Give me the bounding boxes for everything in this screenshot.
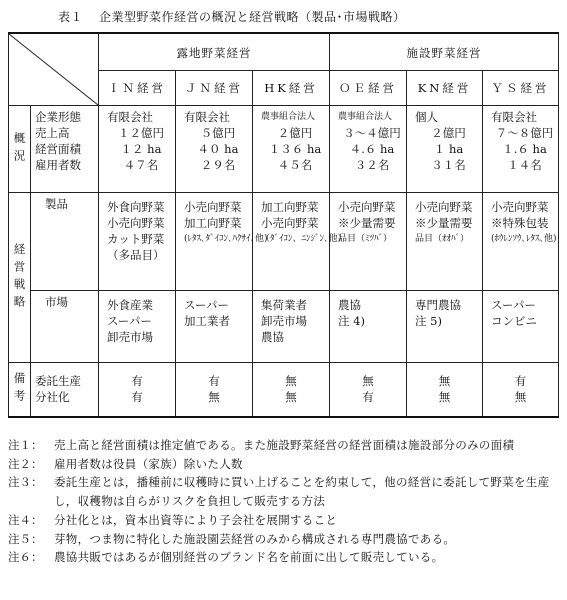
cell-line: ４７名 — [123, 158, 159, 172]
cell-line: １３６ ha — [268, 142, 322, 156]
cell-line: 品目（ﾐﾂﾊﾞ） — [338, 234, 393, 244]
summary-table — [8, 32, 559, 418]
cell-line: 無 — [514, 390, 527, 404]
cell-line: 専門農協 — [415, 298, 462, 312]
note-label: 注３： — [8, 475, 43, 490]
enterprise-header: ＩＮ経営 — [99, 71, 176, 106]
cell-line: 無 — [285, 374, 297, 388]
cell-line: スーパー — [491, 298, 536, 312]
cell-line: ２９名 — [200, 158, 236, 172]
cell-line: ３～４億円 — [343, 126, 401, 140]
cell-line: 分社化 — [35, 390, 70, 404]
cell-line: 外食産業 — [107, 298, 153, 312]
cell-line: 小売向野菜 — [107, 216, 165, 230]
cell-line: ５億円 — [200, 126, 236, 140]
cell-line: 注 5) — [415, 314, 442, 328]
cell-line: 無 — [285, 390, 297, 404]
product-cell — [483, 193, 559, 291]
cell-line: 無 — [362, 374, 374, 388]
cell-line: 集荷業者 — [261, 298, 307, 312]
cell-line: 無 — [208, 390, 220, 404]
cell-line: １４名 — [507, 158, 542, 172]
cell-line: 有限会社 — [107, 110, 153, 124]
table-number: 表１ — [58, 10, 84, 24]
cell-line: 有 — [208, 374, 220, 388]
enterprise-header: HK経営 — [253, 71, 330, 106]
overview-cell — [176, 106, 253, 193]
diagonal-line — [9, 34, 98, 105]
cell-line: １.６ ha — [502, 142, 547, 156]
overview-cell — [99, 106, 176, 193]
group-header-open-field: 露地野菜経営 — [99, 33, 330, 71]
cell-line: 個人 — [415, 110, 439, 124]
cell-line: (ﾎｳﾚﾝｿｳ､ﾚﾀｽ､他) — [491, 234, 557, 244]
cell-line: ※少量需要 — [338, 216, 396, 230]
cell-line: 加工向野菜 — [261, 200, 319, 214]
remarks-cell — [483, 363, 559, 417]
cell-line: 雇用者数 — [35, 158, 81, 172]
product-cell — [253, 193, 347, 291]
note-label: 注１： — [8, 438, 43, 452]
cell-line: ７～８億円 — [495, 126, 554, 140]
market-cell — [253, 291, 330, 363]
cell-line: コンビニ — [491, 314, 538, 328]
overview-cell — [330, 106, 407, 193]
overview-item-labels — [31, 106, 99, 193]
note-label: 注２： — [8, 456, 43, 471]
cell-line: ※特殊包装 — [491, 216, 549, 230]
note-label: 注４： — [8, 512, 43, 527]
note-text: 売上高と経営面積は推定値である。また施設野菜経営の経営面積は施設部分のみの面積 — [54, 438, 515, 452]
cell-line: 有限会社 — [491, 110, 538, 124]
cell-line: ４５名 — [277, 158, 313, 172]
remarks-cell — [253, 363, 330, 417]
remarks-item-labels — [31, 363, 99, 417]
cell-line: 無 — [438, 374, 451, 388]
cell-line: 小売向野菜 — [261, 216, 319, 230]
cell-line: 農事組合法人 — [261, 112, 316, 122]
table-title — [58, 8, 406, 25]
note-text: 農協共販ではあるが個別経営のブランド名を前面に出して販売している。 — [54, 550, 444, 565]
table-caption: 企業型野菜作経営の概況と経営戦略（製品･市場戦略） — [99, 10, 406, 24]
remarks-cell — [407, 363, 483, 417]
market-cell — [407, 291, 483, 363]
section-label-remarks: 備考 — [9, 363, 31, 417]
cell-line: 有限会社 — [184, 110, 230, 124]
note-text: 分社化とは，資本出資等により子会社を展開すること — [54, 512, 338, 527]
cell-line: 小売向野菜 — [184, 200, 242, 214]
enterprise-header: KN経営 — [407, 71, 483, 106]
market-cell — [99, 291, 176, 363]
cell-line: 小売向野菜 — [415, 200, 473, 214]
cell-line: ２億円 — [277, 126, 313, 140]
cell-line: (ﾚﾀｽ､ﾀﾞｲｺﾝ､ﾊｸｻｲ､他) — [184, 234, 268, 244]
overview-cell — [483, 106, 559, 193]
cell-line: 加工業者 — [184, 314, 230, 328]
group-header-facility: 施設野菜経営 — [330, 33, 559, 71]
section-label-overview: 概況 — [9, 106, 31, 193]
note-label: 注６： — [8, 550, 43, 565]
cell-line: ４０ ha — [197, 142, 239, 156]
product-label: 製品 — [45, 197, 68, 211]
enterprise-header: ＯＥ経営 — [330, 71, 407, 106]
cell-line: 有 — [514, 374, 527, 388]
note-text: 芽物，つま物に特化した施設園芸経営のみから構成される専門農協である。 — [54, 531, 456, 546]
note-text: 雇用者数は役員（家族）除いた人数 — [54, 456, 243, 471]
cell-line: 経営面積 — [35, 142, 81, 156]
cell-line: 委託生産 — [35, 374, 81, 388]
product-label-cell — [31, 193, 99, 291]
note — [8, 455, 563, 474]
cell-line: （ﾀﾞｲｺﾝ、ﾆﾝｼﾞﾝ､他） — [261, 234, 347, 244]
cell-line: 加工向野菜 — [184, 216, 242, 230]
corner-cell — [9, 33, 99, 106]
note — [8, 530, 563, 549]
cell-line: スーパー — [107, 314, 152, 328]
cell-line: １２ ha — [120, 142, 162, 156]
notes — [8, 436, 563, 567]
product-cell — [407, 193, 483, 291]
cell-line: 注 4) — [338, 314, 365, 328]
cell-line: 農事組合法人 — [338, 112, 393, 122]
cell-line: 有 — [362, 390, 374, 404]
note — [8, 473, 563, 510]
note-text: 委託生産とは，播種前に収穫時に買い上げることを約束して，他の経営に委託して野菜を生産し，収穫物は自らがリスクを負担して販売する方法 — [54, 475, 550, 509]
cell-line: 無 — [438, 390, 451, 404]
product-cell — [330, 193, 407, 291]
cell-line: ２億円 — [431, 126, 466, 140]
market-cell — [176, 291, 253, 363]
remarks-cell — [176, 363, 253, 417]
note — [8, 436, 563, 455]
cell-line: 卸売市場 — [261, 314, 307, 328]
cell-line: ※少量需要 — [415, 216, 473, 230]
market-label: 市場 — [45, 295, 68, 309]
note — [8, 511, 563, 530]
enterprise-header: ＹＳ経営 — [483, 71, 559, 106]
cell-line: （多品目） — [107, 248, 165, 262]
cell-line: ４.６ ha — [349, 142, 395, 156]
cell-line: 農協 — [261, 330, 284, 344]
note-label: 注５： — [8, 531, 43, 546]
section-label-strategy: 経営戦略 — [9, 193, 31, 363]
cell-line: 卸売市場 — [107, 330, 153, 344]
product-cell — [99, 193, 176, 291]
cell-line: 企業形態 — [35, 110, 81, 124]
market-label-cell — [31, 291, 99, 363]
cell-line: 品目（ｵｵﾊﾞ） — [415, 234, 470, 244]
cell-line: 有 — [131, 390, 143, 404]
cell-line: 売上高 — [35, 126, 70, 140]
overview-cell — [253, 106, 330, 193]
note — [8, 548, 563, 567]
cell-line: カット野菜 — [107, 232, 165, 246]
remarks-cell — [99, 363, 176, 417]
remarks-cell — [330, 363, 407, 417]
cell-line: ３１名 — [431, 158, 466, 172]
cell-line: 外食向野菜 — [107, 200, 165, 214]
cell-line: 有 — [131, 374, 143, 388]
cell-line: １２億円 — [118, 126, 164, 140]
enterprise-header: ＪＮ経営 — [176, 71, 253, 106]
overview-cell — [407, 106, 483, 193]
cell-line: １ ha — [433, 142, 464, 156]
cell-line: 小売向野菜 — [491, 200, 549, 214]
cell-line: スーパー — [184, 298, 229, 312]
market-cell — [330, 291, 407, 363]
cell-line: 小売向野菜 — [338, 200, 396, 214]
product-cell — [176, 193, 268, 291]
cell-line: 農協 — [338, 298, 362, 312]
cell-line: ３２名 — [354, 158, 390, 172]
market-cell — [483, 291, 559, 363]
